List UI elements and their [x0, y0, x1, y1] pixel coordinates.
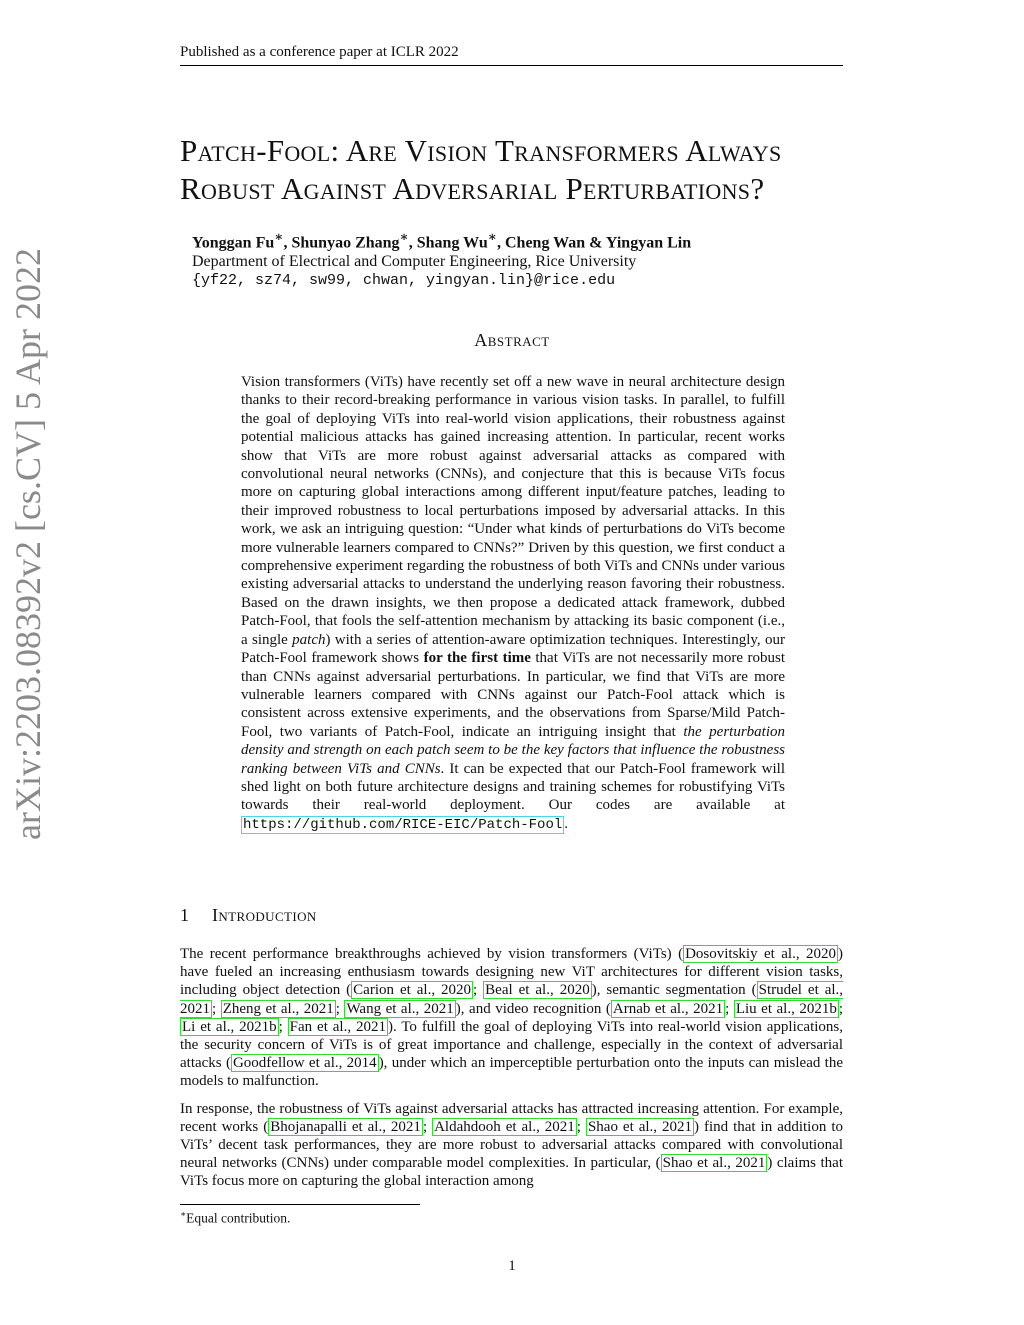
body-text: ;: [725, 1000, 734, 1017]
body-text: ), and video recognition (: [455, 1000, 611, 1017]
body-text: ;: [576, 1118, 586, 1135]
introduction-body: [180, 945, 843, 1200]
paragraph-2: [180, 1100, 843, 1191]
body-text: ), under which an imperceptible perturbation onto the inputs can mislead the models to malfunction.: [180, 1055, 844, 1090]
abstract-paragraph: [241, 373, 785, 834]
citation-link[interactable]: Liu et al., 2021b: [735, 1000, 837, 1017]
author-block: [192, 227, 842, 290]
equal-contribution-mark: ∗: [487, 229, 497, 244]
author-separator: ,: [408, 234, 417, 252]
body-text: ;: [422, 1118, 433, 1135]
abstract-bold: for the first time: [423, 650, 531, 667]
author-2: Shunyao Zhang: [291, 234, 400, 252]
body-text: ;: [838, 1000, 844, 1017]
author-1: Yonggan Fu: [192, 234, 275, 252]
abstract-text: ) with a series of attention-aware optimization techniques. Interestingly, our Patch-Fool framework shows: [241, 631, 785, 667]
body-text: ) find that in addition to ViTs’ decent task performances, they are more robust to adversarial attacks compared with convolutional neural networks (CNNs) under comparable model complexities. In particular, (: [180, 1118, 843, 1172]
body-text: The recent performance breakthroughs achieved by vision transformers (ViTs) (: [180, 946, 684, 962]
author-separator: ,: [283, 234, 292, 252]
abstract-emphasis: the perturbation density and strength on each patch seem to be the key factors that influence the robustness ranking between ViTs and CNNs: [241, 723, 785, 777]
abstract-text: Vision transformers (ViTs) have recently set off a new wave in neural architecture design thanks to their record-breaking performance in various vision tasks. In parallel, to fulfill the goal of deploying ViTs into real-world vision applications, their robustness against potential malicious attacks has gained increasing attention. In particular, recent works show that ViTs are more robust against adversarial attacks as compared with convolutional neural networks (CNNs), and conjecture that this is because ViTs focus more on capturing global interactions among different input/feature patches, leading to their improved robustness to local perturbations imposed by adversarial attacks. In this work, we ask an intriguing question: “Under what kinds of perturbations do ViTs become more vulnerable learners compared to CNNs?” Driven by this question, we first conduct a comprehensive experiment regarding the robustness of both ViTs and CNNs under various existing adversarial attacks to understand the underlying reason favoring their robustness. Based on the drawn insights, we then propose a dedicated attack framework, dubbed Patch-Fool, that fools the self-attention mechanism by attacking its basic component (i.e., a single: [241, 374, 785, 648]
abstract-body: [241, 373, 785, 834]
citation-link[interactable]: Beal et al., 2020: [485, 982, 590, 999]
body-text: ;: [473, 982, 484, 999]
abstract-text: .: [564, 815, 569, 832]
abstract-text: . It can be expected that our Patch-Fool framework will shed light on both future architecture designs and training schemes for robustifying ViTs towards their real-world deployment. Our codes are available at: [241, 760, 785, 814]
footnote-rule: [180, 1204, 420, 1205]
citation-link[interactable]: Bhojanapalli et al., 2021: [270, 1118, 421, 1135]
body-text: ). To fulfill the goal of deploying ViTs into real-world vision applications, the security concern of ViTs is of great importance and challenge, especially in the context of adversarial attacks (: [180, 1018, 844, 1072]
equal-contribution-mark: ∗: [399, 229, 409, 244]
citation-link[interactable]: Carion et al., 2020: [353, 982, 472, 999]
body-text: ;: [212, 1000, 221, 1017]
author-emails: {yf22, sz74, sw99, chwan, yingyan.lin}@rice.edu: [192, 272, 616, 290]
code-link[interactable]: https://github.com/RICE-EIC/Patch-Fool: [243, 816, 563, 833]
author-names: [192, 227, 842, 252]
citation-link[interactable]: Aldahdooh et al., 2021: [434, 1118, 575, 1135]
section-heading-introduction: [180, 905, 580, 926]
body-text: ;: [335, 1000, 345, 1017]
body-text: ;: [278, 1018, 288, 1035]
footnote: [180, 1209, 580, 1227]
body-text: In response, the robustness of ViTs against adversarial attacks has attracted increasing attention. For example, recent works (: [180, 1100, 843, 1135]
header-rule: [180, 65, 843, 66]
citation-link[interactable]: Dosovitskiy et al., 2020: [685, 946, 836, 962]
paper-title: [180, 132, 860, 208]
paragraph-1: [180, 945, 843, 1091]
author-4-5: Cheng Wan & Yingyan Lin: [504, 234, 692, 252]
citation-link[interactable]: Goodfellow et al., 2014: [232, 1055, 377, 1072]
running-header: Published as a conference paper at ICLR 2022: [180, 44, 459, 60]
arxiv-identifier: arXiv:2203.08392v2 [cs.CV] 5 Apr 2022: [8, 248, 48, 840]
section-number: 1: [180, 905, 189, 925]
body-text: ) have fueled an increasing enthusiasm towards designing new ViT architectures for different vision tasks, including object detection (: [180, 946, 843, 999]
citation-link[interactable]: Li et al., 2021b: [182, 1018, 277, 1035]
footnote-mark: ∗: [180, 1209, 187, 1219]
affiliation: Department of Electrical and Computer Engineering, Rice University: [192, 253, 637, 271]
abstract-text: that ViTs are not necessarily more robust than CNNs against adversarial perturbations. In particular, we find that ViTs are more vulnerable learners compared with CNNs against our Patch-Fool attack which is consistent across extensive experiments, and the observations from Sparse/Mild Patch-Fool, two variants of Patch-Fool, indicate an intriguing insight that: [241, 650, 785, 740]
citation-link[interactable]: Wang et al., 2021: [346, 1000, 454, 1017]
citation-link[interactable]: Shao et al., 2021: [587, 1118, 692, 1135]
body-text: ) claims that ViTs focus more on capturing the global interaction among: [180, 1155, 844, 1190]
title-line-2: Robust Against Adversarial Perturbations?: [180, 171, 765, 206]
abstract-emphasis: patch: [292, 631, 326, 648]
section-title: Introduction: [212, 905, 317, 925]
citation-link[interactable]: Fan et al., 2021: [289, 1018, 386, 1035]
citation-link[interactable]: Shao et al., 2021: [662, 1155, 766, 1172]
title-line-1: Patch-Fool: Are Vision Transformers Always: [180, 133, 782, 168]
abstract-heading: Abstract: [474, 330, 550, 350]
author-separator: ,: [496, 234, 505, 252]
equal-contribution-mark: ∗: [274, 229, 284, 244]
citation-link[interactable]: Arnab et al., 2021: [612, 1000, 724, 1017]
citation-link[interactable]: Zheng et al., 2021: [222, 1000, 334, 1017]
footnote-text: Equal contribution.: [186, 1210, 291, 1226]
page-number: 1: [508, 1258, 516, 1274]
author-3: Shang Wu: [416, 234, 488, 252]
body-text: ), semantic segmentation (: [591, 982, 757, 999]
citation-link[interactable]: Strudel et al., 2021: [180, 982, 844, 1017]
